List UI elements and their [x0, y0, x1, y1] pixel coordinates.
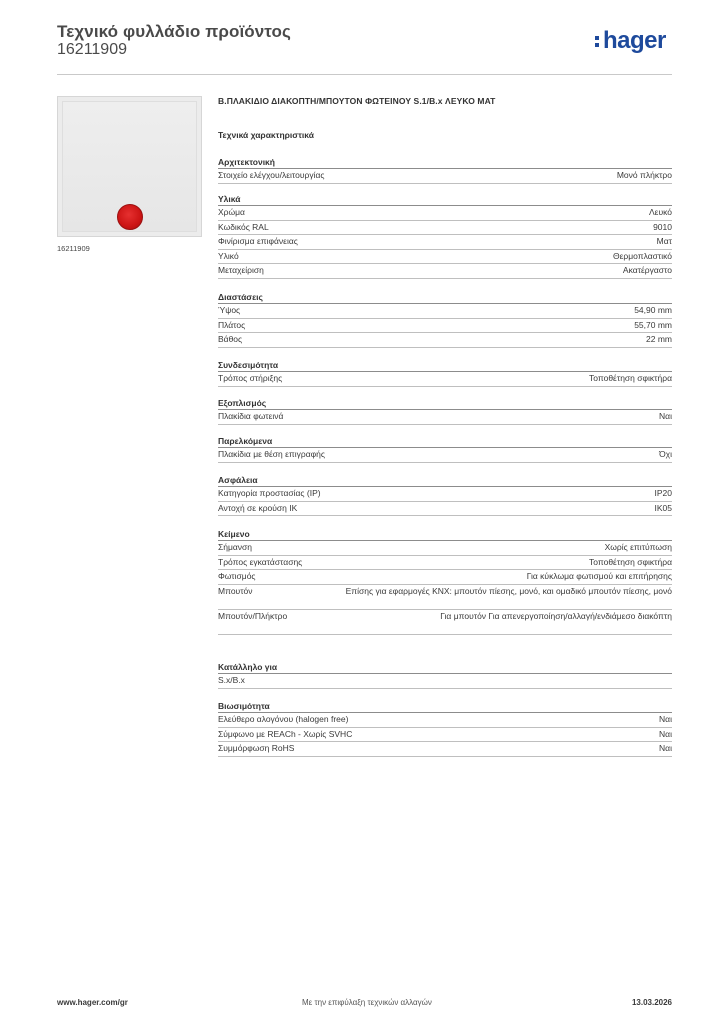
document-header [57, 22, 291, 59]
spec-row [218, 448, 672, 463]
spec-label: Ύψος [218, 305, 241, 315]
spec-label: Συμμόρφωση RoHS [218, 743, 295, 753]
spec-row [218, 319, 672, 334]
product-number: 16211909 [57, 41, 127, 58]
spec-label: Μεταχείριση [218, 265, 264, 275]
spec-row [218, 372, 672, 387]
spec-value: Ναι [659, 411, 672, 421]
spec-value: Ματ [656, 236, 672, 246]
spec-value: 55,70 mm [634, 319, 672, 330]
spec-label: Φινίρισμα επιφάνειας [218, 236, 298, 246]
spec-label: Κατηγορία προστασίας (IP) [218, 488, 321, 498]
spec-row [218, 235, 672, 250]
spec-value: IK05 [654, 502, 672, 513]
spec-value: Επίσης για εφαρμογές KNX: μπουτόν πίεσης, μονό, και ομαδικό μπουτόν πίεσης, μονό [345, 585, 672, 596]
spec-value: Θερμοπλαστικό [612, 250, 672, 261]
footer-date: 13.03.2026 [631, 998, 672, 1007]
spec-value: 22 mm [646, 334, 672, 344]
group-title: Αρχιτεκτονική [218, 157, 275, 167]
spec-row [218, 206, 672, 221]
hager-logo [594, 28, 666, 54]
spec-value: Για μπουτόν Για απενεργοποίηση/αλλαγή/ενδιάμεσο διακόπτη [440, 610, 672, 621]
spec-label: Πλακίδια φωτεινά [218, 411, 284, 421]
spec-label: Αντοχή σε κρούση IK [218, 502, 298, 513]
spec-label: Τρόπος εγκατάστασης [218, 556, 303, 567]
spec-value: Για κύκλωμα φωτισμού και επιτήρησης [526, 571, 672, 581]
spec-value: Τοποθέτηση σφικτήρα [588, 373, 672, 383]
spec-row [218, 742, 672, 757]
spec-label: Πλακίδια με θέση επιγραφής [218, 449, 325, 459]
spec-row [218, 410, 672, 425]
spec-row [218, 333, 672, 348]
spec-value: Ναι [659, 743, 672, 753]
spec-label: Πλάτος [218, 319, 246, 330]
spec-row [218, 304, 672, 319]
spec-label: Ελεύθερο αλογόνου (halogen free) [218, 714, 349, 724]
group-title: Διαστάσεις [218, 292, 263, 302]
spec-row [218, 570, 672, 585]
spec-row [218, 674, 672, 689]
spec-row [218, 169, 672, 184]
spec-row [218, 713, 672, 728]
group-title: Ασφάλεια [218, 475, 258, 485]
spec-label: Στοιχείο ελέγχου/λειτουργίας [218, 170, 325, 180]
spec-value: 54,90 mm [634, 305, 672, 315]
group-title: Συνδεσιμότητα [218, 360, 279, 370]
spec-value: Όχι [659, 449, 672, 459]
spec-value: Τοποθέτηση σφικτήρα [588, 556, 672, 567]
spec-label: Υλικό [218, 250, 239, 261]
group-title: Εξοπλισμός [218, 398, 267, 408]
spec-label: Κωδικός RAL [218, 221, 269, 232]
spec-label: Φωτισμός [218, 571, 256, 581]
spec-label: Μπουτόν/Πλήκτρο [218, 610, 288, 621]
logo-mark-icon [594, 30, 601, 50]
section-heading: Τεχνικά χαρακτηριστικά [218, 130, 314, 140]
spec-label: Μπουτόν [218, 585, 253, 596]
spec-value: Ναι [659, 728, 672, 739]
spec-value: Ακατέργαστο [622, 265, 672, 275]
spec-value: Ναι [659, 714, 672, 724]
spec-row [218, 585, 672, 610]
spec-row [218, 728, 672, 743]
spec-value: Λευκό [649, 207, 672, 217]
spec-row [218, 250, 672, 265]
group-title: Κατάλληλο για [218, 662, 278, 672]
footer-url[interactable]: www.hager.com/gr [57, 998, 128, 1007]
spec-row [218, 556, 672, 571]
product-image [57, 96, 202, 237]
spec-value: Μονό πλήκτρο [616, 170, 672, 180]
logo-text: hager [603, 27, 666, 54]
spec-label: S.x/B.x [218, 675, 245, 685]
image-caption: 16211909 [57, 244, 90, 253]
spec-value: IP20 [654, 488, 672, 498]
spec-row [218, 610, 672, 635]
document-title: Τεχνικό φυλλάδιο προϊόντος [57, 22, 291, 41]
spec-value: Χωρίς επιτύπωση [604, 542, 672, 552]
spec-row [218, 487, 672, 502]
product-name: Β.ΠΛΑΚΙΔΙΟ ΔΙΑΚΟΠΤΗ/ΜΠΟΥΤΟΝ ΦΩΤΕΙΝΟΥ S.1/B.x ΛΕΥΚΟ ΜΑΤ [218, 96, 496, 106]
footer-notice: Με την επιφύλαξη τεχνικών αλλαγών [302, 998, 432, 1007]
spec-row [218, 502, 672, 517]
spec-row [218, 221, 672, 236]
spec-label: Τρόπος στήριξης [218, 373, 283, 383]
red-indicator-icon [117, 204, 143, 230]
group-title: Βιωσιμότητα [218, 701, 270, 711]
spec-label: Σήμανση [218, 542, 253, 552]
group-title: Παρελκόμενα [218, 436, 273, 446]
spec-label: Χρώμα [218, 207, 245, 217]
switch-plate [62, 101, 197, 232]
spec-row [218, 541, 672, 556]
group-title: Κείμενο [218, 529, 250, 539]
spec-label: Σύμφωνο με REACh - Χωρίς SVHC [218, 728, 353, 739]
spec-label: Βάθος [218, 334, 243, 344]
group-title: Υλικά [218, 194, 241, 204]
spec-value: 9010 [653, 221, 672, 232]
header-divider [57, 74, 672, 75]
spec-row [218, 264, 672, 279]
